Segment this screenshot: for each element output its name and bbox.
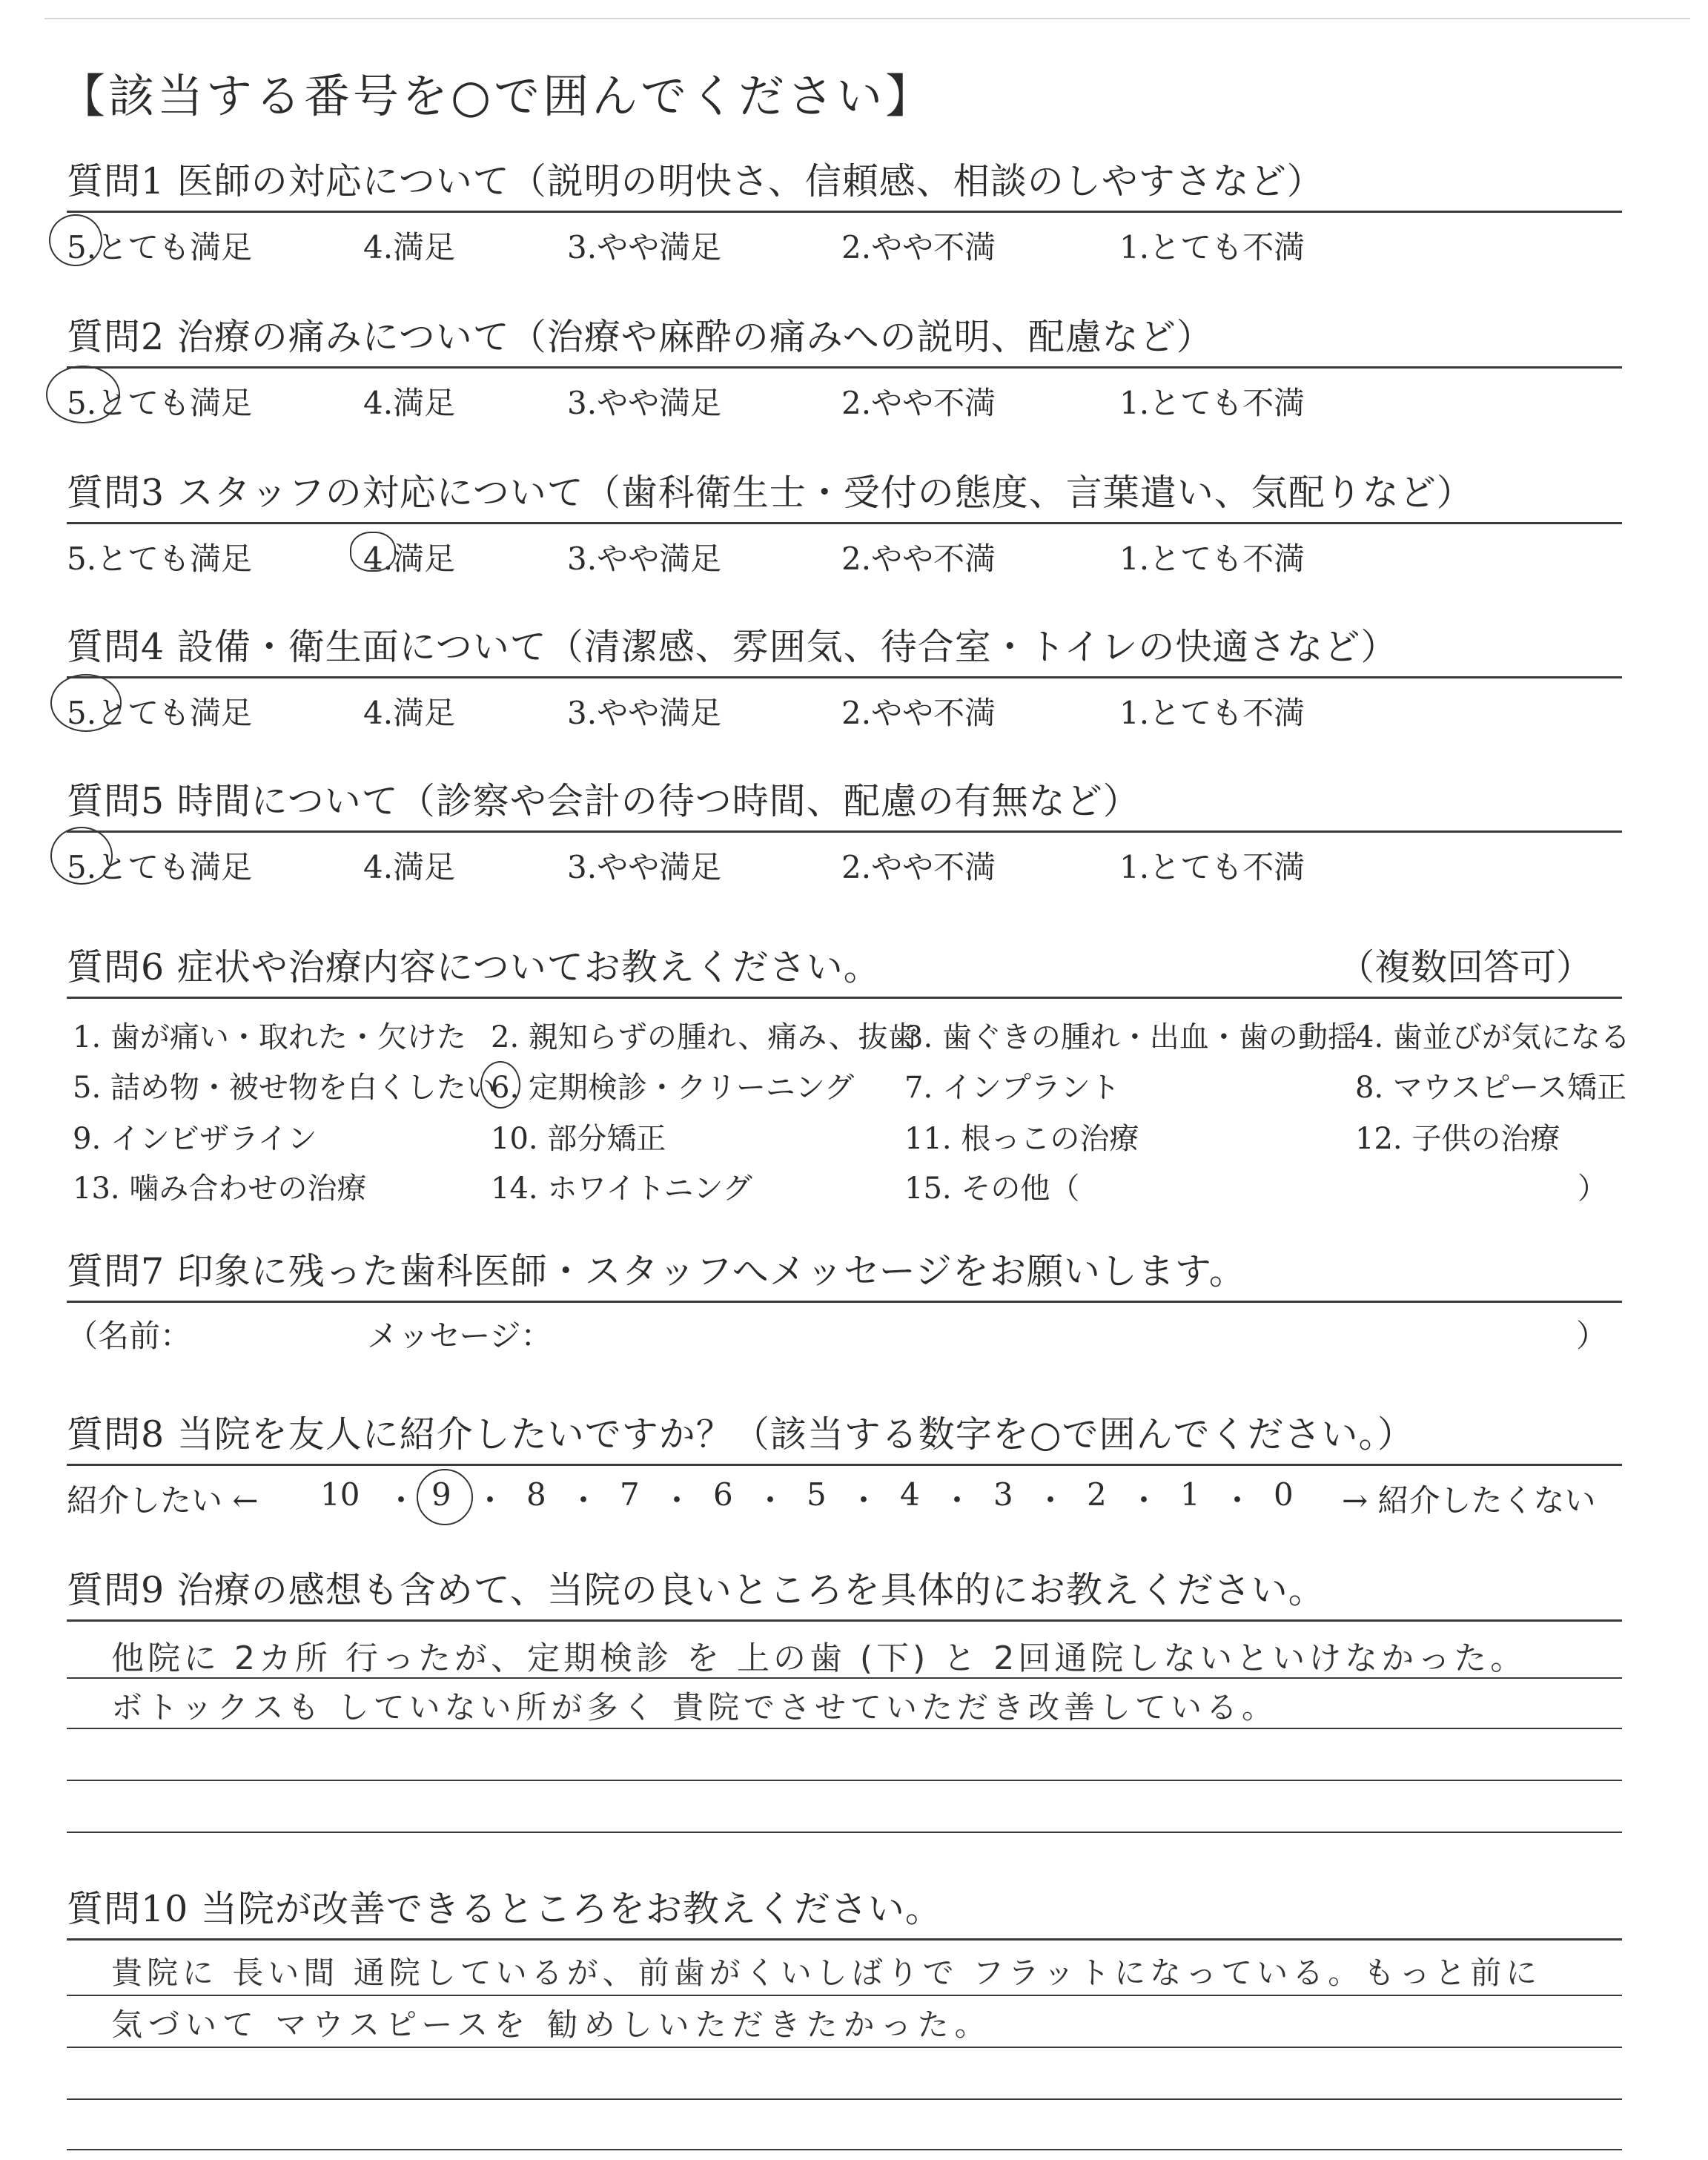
q9-answer-line-1: 他院に 2カ所 行ったが、定期検診 を 上の歯 (下) と 2回通院しないといけなかった。	[111, 1639, 1527, 1677]
q5-option-1[interactable]: 1.とても不満	[1119, 849, 1305, 885]
q1-option-3[interactable]: 3.やや満足	[567, 229, 722, 265]
question-3	[67, 460, 1622, 576]
q2-option-1[interactable]: 1.とても不満	[1119, 385, 1305, 421]
q3-option-1[interactable]: 1.とても不満	[1119, 541, 1305, 577]
q6-item-9[interactable]: 9. インビザライン	[73, 1122, 317, 1156]
q7-name-label: （名前：	[67, 1318, 192, 1354]
q5-selection-circle	[50, 827, 113, 885]
q10-answer-rule	[67, 2098, 1622, 2100]
question-9	[67, 1557, 1622, 1622]
question-4	[67, 614, 1622, 730]
q3-option-4[interactable]: 4.満足	[363, 541, 456, 577]
q8-value-6[interactable]: 6	[713, 1476, 733, 1513]
page-title: 【該当する番号を○で囲んでください】	[59, 69, 935, 123]
question-3-title: 質問3 スタッフの対応について（歯科衛生士・受付の態度、言葉遣い、気配りなど）	[67, 472, 1474, 514]
q8-separator: ・	[941, 1482, 973, 1519]
q8-value-7[interactable]: 7	[620, 1476, 640, 1513]
q10-answer-line-2: 気づいて マウスピースを 勧めしいただきたかった。	[111, 2007, 992, 2043]
q6-item-14[interactable]: 14. ホワイトニング	[491, 1172, 752, 1206]
question-5-title: 質問5 時間について（診察や会計の待つ時間、配慮の有無など）	[67, 780, 1140, 822]
question-10-title: 質問10 当院が改善できるところをお教えください。	[67, 1888, 942, 1930]
q6-item-7[interactable]: 7. インプラント	[904, 1071, 1120, 1105]
q10-answer-line-1: 貴院に 長い間 通院しているが、前歯がくいしばりで フラットになっている。もっと前に	[111, 1955, 1542, 1991]
q9-answer-rule	[67, 1728, 1622, 1729]
q10-answer-rule	[67, 2047, 1622, 2048]
question-2-title: 質問2 治療の痛みについて（治療や麻酔の痛みへの説明、配慮など）	[67, 316, 1214, 358]
question-1	[67, 148, 1622, 265]
q9-answer-rule	[67, 1832, 1622, 1833]
q3-option-5[interactable]: 5.とても満足	[67, 541, 253, 577]
q10-answer-rule	[67, 1995, 1622, 1996]
q8-separator: ・	[1222, 1482, 1254, 1519]
q4-option-3[interactable]: 3.やや満足	[567, 695, 722, 731]
q3-option-3[interactable]: 3.やや満足	[567, 541, 722, 577]
q7-message-label: メッセージ：	[367, 1318, 552, 1354]
q4-option-2[interactable]: 2.やや不満	[841, 695, 996, 731]
q6-item-12[interactable]: 12. 子供の治療	[1355, 1122, 1560, 1156]
q5-option-3[interactable]: 3.やや満足	[567, 849, 722, 885]
q8-separator: ・	[848, 1482, 880, 1519]
q8-value-8[interactable]: 8	[526, 1476, 546, 1513]
q1-selection-circle	[49, 214, 102, 266]
q6-item-2[interactable]: 2. 親知らずの腫れ、痛み、抜歯	[491, 1020, 918, 1054]
question-8-title: 質問8 当院を友人に紹介したいですか？（該当する数字を○で囲んでください。）	[67, 1413, 1415, 1456]
q6-item-1[interactable]: 1. 歯が痛い・取れた・欠けた	[73, 1020, 466, 1054]
q6-item-13[interactable]: 13. 噛み合わせの治療	[73, 1172, 367, 1206]
q8-separator: ・	[385, 1482, 417, 1519]
q8-value-0[interactable]: 0	[1274, 1476, 1294, 1513]
q6-selection-circle	[480, 1061, 520, 1109]
q6-item-11[interactable]: 11. 根っこの治療	[904, 1122, 1139, 1156]
q5-option-2[interactable]: 2.やや不満	[841, 849, 996, 885]
question-6-note: （複数回答可）	[1337, 946, 1592, 988]
q8-value-3[interactable]: 3	[993, 1476, 1013, 1513]
q8-selection-circle	[417, 1469, 473, 1525]
question-5	[67, 768, 1622, 885]
q6-other-close-paren: ）	[1578, 1172, 1607, 1206]
question-4-title: 質問4 設備・衛生面について（清潔感、雰囲気、待合室・トイレの快適さなど）	[67, 626, 1398, 668]
q2-option-4[interactable]: 4.満足	[363, 385, 456, 421]
question-2	[67, 304, 1622, 420]
q6-item-15[interactable]: 15. その他（	[904, 1172, 1080, 1206]
q6-item-5[interactable]: 5. 詰め物・被せ物を白くしたい	[73, 1071, 496, 1105]
q8-separator: ・	[755, 1482, 787, 1519]
q10-answer-rule	[67, 2149, 1622, 2150]
q2-option-2[interactable]: 2.やや不満	[841, 385, 996, 421]
question-7	[67, 1238, 1622, 1355]
q4-option-1[interactable]: 1.とても不満	[1119, 695, 1305, 731]
q5-option-4[interactable]: 4.満足	[363, 849, 456, 885]
q8-left-label: 紹介したい ←	[67, 1482, 259, 1519]
question-8	[67, 1401, 1622, 1525]
q6-item-6[interactable]: 6. 定期検診・クリーニング	[491, 1071, 855, 1105]
q3-selection-circle	[350, 532, 396, 572]
q8-separator: ・	[661, 1482, 693, 1519]
q9-answer-rule	[67, 1780, 1622, 1781]
q6-item-10[interactable]: 10. 部分矯正	[491, 1122, 666, 1156]
question-1-title: 質問1 医師の対応について（説明の明快さ、信頼感、相談のしやすさなど）	[67, 160, 1324, 202]
q2-selection-circle	[46, 366, 120, 423]
q7-close-paren: ）	[1575, 1318, 1607, 1354]
q9-answer-line-2: ボトックスも していない所が多く 貴院でさせていただき改善している。	[111, 1689, 1278, 1725]
q4-selection-circle	[50, 674, 122, 732]
q9-answer-rule	[67, 1677, 1622, 1679]
q4-option-4[interactable]: 4.満足	[363, 695, 456, 731]
q4-option-5[interactable]: 5.とても満足	[67, 695, 253, 731]
q8-separator: ・	[568, 1482, 600, 1519]
question-9-title: 質問9 治療の感想も含めて、当院の良いところを具体的にお教えください。	[67, 1569, 1325, 1611]
q8-value-5[interactable]: 5	[807, 1476, 827, 1513]
q6-item-3[interactable]: 3. 歯ぐきの腫れ・出血・歯の動揺	[904, 1020, 1357, 1054]
question-7-title: 質問7 印象に残った歯科医師・スタッフへメッセージをお願いします。	[67, 1250, 1246, 1292]
q5-option-5[interactable]: 5.とても満足	[67, 849, 253, 885]
q8-value-10[interactable]: 10	[320, 1476, 360, 1513]
q1-option-4[interactable]: 4.満足	[363, 229, 456, 265]
q2-option-5[interactable]: 5.とても満足	[67, 385, 253, 421]
q3-option-2[interactable]: 2.やや不満	[841, 541, 996, 577]
q1-option-2[interactable]: 2.やや不満	[841, 229, 996, 265]
q1-option-1[interactable]: 1.とても不満	[1119, 229, 1305, 265]
q8-value-9[interactable]: 9	[431, 1476, 451, 1513]
q8-separator: ・	[1128, 1482, 1160, 1519]
question-6	[67, 934, 1630, 1214]
q8-value-2[interactable]: 2	[1087, 1476, 1107, 1513]
q8-separator: ・	[474, 1482, 506, 1519]
q6-item-4[interactable]: 4. 歯並びが気になる	[1355, 1020, 1630, 1054]
top-rule	[44, 18, 1690, 19]
q6-item-8[interactable]: 8. マウスピース矯正	[1355, 1071, 1627, 1105]
question-10	[67, 1876, 1622, 1941]
q2-option-3[interactable]: 3.やや満足	[567, 385, 722, 421]
q8-right-label: → 紹介したくない	[1342, 1482, 1596, 1519]
q8-value-4[interactable]: 4	[900, 1476, 920, 1513]
q1-option-5[interactable]: 5.とても満足	[67, 229, 253, 265]
q8-value-1[interactable]: 1	[1180, 1476, 1200, 1513]
q8-separator: ・	[1035, 1482, 1067, 1519]
question-6-title: 質問6 症状や治療内容についてお教えください。	[67, 946, 881, 988]
